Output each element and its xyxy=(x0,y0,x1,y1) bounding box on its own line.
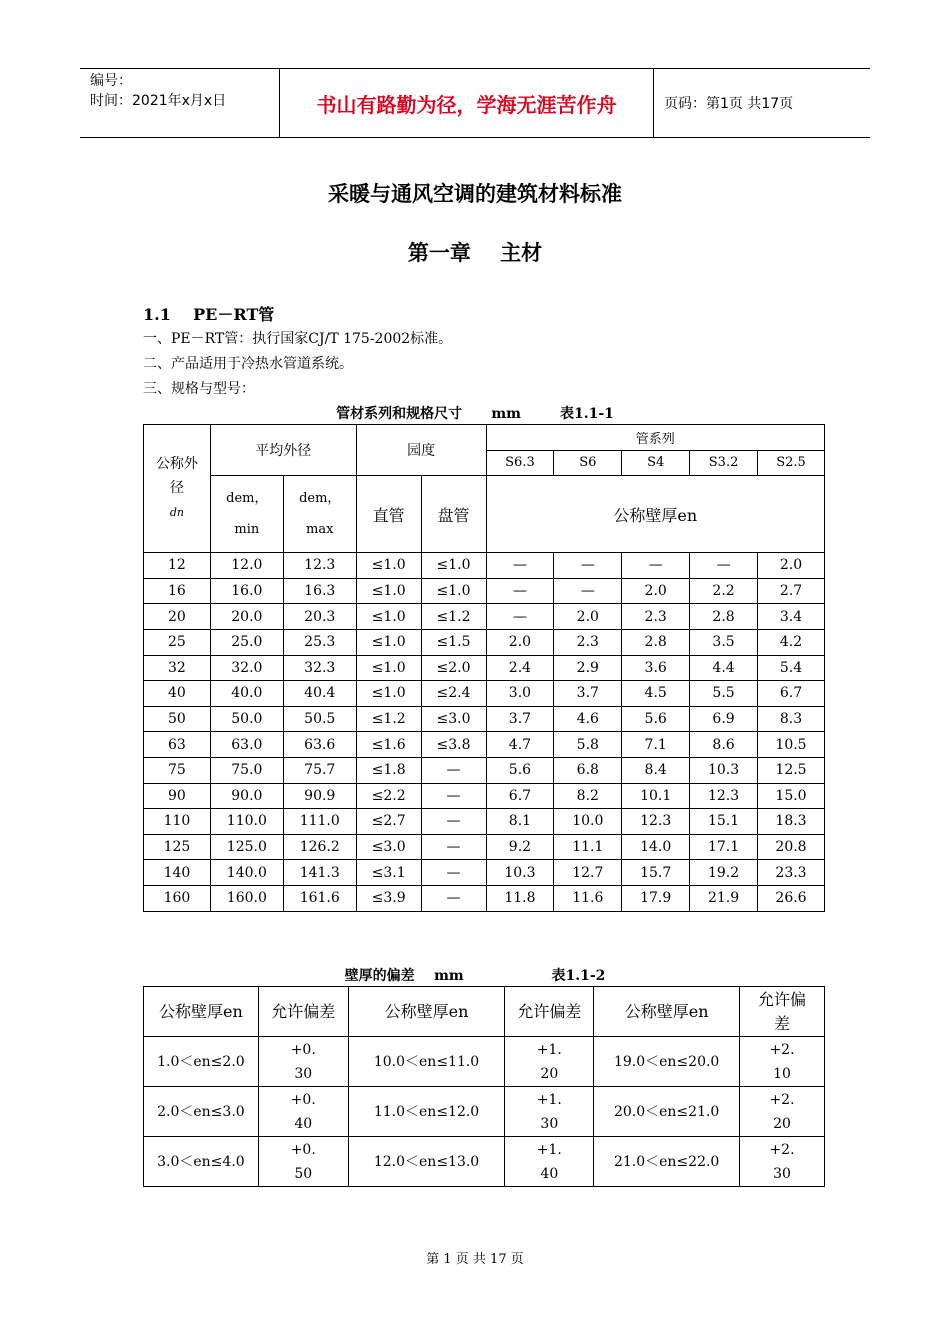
table-cell: 90.9 xyxy=(283,783,356,809)
table-cell: 2.2 xyxy=(690,578,758,604)
document-title: 采暖与通风空调的建筑材料标准 xyxy=(328,182,622,206)
table-cell: 32 xyxy=(144,655,211,681)
table-cell: 10.5 xyxy=(758,732,825,758)
table-cell: — xyxy=(554,578,622,604)
table-cell: 3.6 xyxy=(622,655,690,681)
table-cell: 16.0 xyxy=(210,578,283,604)
header-nominal-od xyxy=(144,425,211,553)
table-cell: 9.2 xyxy=(486,834,554,860)
table-cell: 7.1 xyxy=(622,732,690,758)
table-cell: ≤3.9 xyxy=(356,885,421,911)
t2-header-wall-1: 公称壁厚en xyxy=(144,987,259,1037)
table-row xyxy=(144,706,825,732)
table-row xyxy=(144,860,825,886)
table-cell: 125.0 xyxy=(210,834,283,860)
table-row xyxy=(144,783,825,809)
table2-caption: 壁厚的偏差 mm 表1.1-2 xyxy=(344,968,606,984)
t2-header-dev-2: 允许偏差 xyxy=(505,987,594,1037)
table-cell: 11.6 xyxy=(554,885,622,911)
table-cell: 21.9 xyxy=(690,885,758,911)
table-cell: 12.3 xyxy=(690,783,758,809)
table-row xyxy=(144,757,825,783)
table-cell: 12.3 xyxy=(283,553,356,579)
table-cell: 160.0 xyxy=(210,885,283,911)
table-cell: 160 xyxy=(144,885,211,911)
table-cell: 10.3 xyxy=(690,757,758,783)
table-row xyxy=(144,1087,825,1137)
table-cell: — xyxy=(421,860,486,886)
table-cell: 19.2 xyxy=(690,860,758,886)
table-cell: 3.7 xyxy=(554,681,622,707)
table-cell: 2.0 xyxy=(758,553,825,579)
table-cell: ≤2.7 xyxy=(356,809,421,835)
page-header xyxy=(80,68,870,138)
header-wall-thickness: 公称壁厚en xyxy=(486,476,825,553)
table-cell: 4.6 xyxy=(554,706,622,732)
table-cell: 3.7 xyxy=(486,706,554,732)
series-s63: S6.3 xyxy=(486,450,554,476)
header-dem-max-label: dem，max xyxy=(299,491,341,538)
deviation-cell: +2.10 xyxy=(740,1037,825,1087)
header-dem-max xyxy=(283,476,356,553)
wall-range-cell: 21.0＜en≤22.0 xyxy=(594,1137,740,1187)
table-cell: 18.3 xyxy=(758,809,825,835)
table-cell: — xyxy=(554,553,622,579)
table-cell: 3.0 xyxy=(486,681,554,707)
page-footer: 第 1 页 共 17 页 xyxy=(426,1252,524,1267)
table-cell: ≤3.1 xyxy=(356,860,421,886)
table-cell: 3.4 xyxy=(758,604,825,630)
table-cell: 6.8 xyxy=(554,757,622,783)
table-cell: 50.0 xyxy=(210,706,283,732)
header-nominal-od-label: 公称外径 xyxy=(155,456,198,497)
deviation-cell: +1.40 xyxy=(505,1137,594,1187)
table-cell: ≤1.0 xyxy=(421,553,486,579)
table-cell: 15.1 xyxy=(690,809,758,835)
deviation-cell: +0.30 xyxy=(258,1037,348,1087)
table-cell: 17.1 xyxy=(690,834,758,860)
table-cell: — xyxy=(421,885,486,911)
table-row xyxy=(144,834,825,860)
table-cell: 2.0 xyxy=(554,604,622,630)
table-cell: ≤3.0 xyxy=(421,706,486,732)
table-cell: 40.0 xyxy=(210,681,283,707)
wall-range-cell: 12.0＜en≤13.0 xyxy=(348,1137,505,1187)
header-dem-min xyxy=(210,476,283,553)
table-row xyxy=(144,1037,825,1087)
wall-deviation-table-body xyxy=(144,1037,825,1187)
wall-range-cell: 1.0＜en≤2.0 xyxy=(144,1037,259,1087)
table-cell: ≤1.5 xyxy=(421,629,486,655)
table-cell: 10.1 xyxy=(622,783,690,809)
table-cell: 3.5 xyxy=(690,629,758,655)
table-cell: 2.9 xyxy=(554,655,622,681)
table-cell: 14.0 xyxy=(622,834,690,860)
header-meta xyxy=(80,69,280,137)
wall-range-cell: 19.0＜en≤20.0 xyxy=(594,1037,740,1087)
table-cell: 4.2 xyxy=(758,629,825,655)
table-row xyxy=(144,578,825,604)
table-cell: 32.3 xyxy=(283,655,356,681)
table-cell: 23.3 xyxy=(758,860,825,886)
table-cell: 8.1 xyxy=(486,809,554,835)
table-cell: 12 xyxy=(144,553,211,579)
table-cell: 15.0 xyxy=(758,783,825,809)
table-row xyxy=(144,604,825,630)
header-straight-pipe: 直管 xyxy=(356,476,421,553)
table-cell: 75 xyxy=(144,757,211,783)
header-dn: dn xyxy=(169,506,184,520)
table-cell: 2.4 xyxy=(486,655,554,681)
wall-range-cell: 11.0＜en≤12.0 xyxy=(348,1087,505,1137)
table-row xyxy=(144,809,825,835)
table-cell: ≤1.0 xyxy=(356,604,421,630)
chapter-title: 第一章 主材 xyxy=(407,241,543,265)
table-cell: ≤3.8 xyxy=(421,732,486,758)
table-cell: 2.3 xyxy=(554,629,622,655)
table-cell: ≤1.0 xyxy=(356,578,421,604)
t2-header-dev-3: 允许偏差 xyxy=(740,987,825,1037)
table-cell: 111.0 xyxy=(283,809,356,835)
table-cell: 11.1 xyxy=(554,834,622,860)
table-cell: — xyxy=(690,553,758,579)
table-cell: ≤1.0 xyxy=(421,578,486,604)
table-cell: 4.5 xyxy=(622,681,690,707)
table-cell: 2.8 xyxy=(622,629,690,655)
table-cell: 8.6 xyxy=(690,732,758,758)
pipe-size-table xyxy=(143,424,825,912)
table-cell: 10.0 xyxy=(554,809,622,835)
wall-range-cell: 20.0＜en≤21.0 xyxy=(594,1087,740,1137)
table-cell: 2.3 xyxy=(622,604,690,630)
table-cell: ≤2.2 xyxy=(356,783,421,809)
table-cell: — xyxy=(421,834,486,860)
table-cell: 4.4 xyxy=(690,655,758,681)
wall-range-cell: 2.0＜en≤3.0 xyxy=(144,1087,259,1137)
table-cell: 12.0 xyxy=(210,553,283,579)
series-s4: S4 xyxy=(622,450,690,476)
table-cell: 20 xyxy=(144,604,211,630)
table-cell: ≤1.8 xyxy=(356,757,421,783)
table-cell: 40 xyxy=(144,681,211,707)
table-cell: 4.7 xyxy=(486,732,554,758)
deviation-cell: +0.40 xyxy=(258,1087,348,1137)
table-cell: ≤1.6 xyxy=(356,732,421,758)
series-s32: S3.2 xyxy=(690,450,758,476)
table-cell: 5.6 xyxy=(486,757,554,783)
table-cell: 12.5 xyxy=(758,757,825,783)
table-cell: 25 xyxy=(144,629,211,655)
table-cell: 2.0 xyxy=(622,578,690,604)
table-cell: 63.0 xyxy=(210,732,283,758)
section-title: 1.1 PE－RT管 xyxy=(143,305,275,324)
table-cell: 5.4 xyxy=(758,655,825,681)
pipe-size-table-body xyxy=(144,553,825,911)
table-cell: 75.0 xyxy=(210,757,283,783)
table-cell: ≤2.4 xyxy=(421,681,486,707)
deviation-cell: +2.30 xyxy=(740,1137,825,1187)
table-cell: 126.2 xyxy=(283,834,356,860)
table-cell: ≤3.0 xyxy=(356,834,421,860)
wall-range-cell: 10.0＜en≤11.0 xyxy=(348,1037,505,1087)
table-cell: — xyxy=(421,783,486,809)
t2-header-wall-3: 公称壁厚en xyxy=(594,987,740,1037)
deviation-cell: +0.50 xyxy=(258,1137,348,1187)
table-cell: 6.7 xyxy=(758,681,825,707)
table-cell: 161.6 xyxy=(283,885,356,911)
table-cell: 63 xyxy=(144,732,211,758)
table-cell: 25.3 xyxy=(283,629,356,655)
table-cell: ≤2.0 xyxy=(421,655,486,681)
table-cell: 110 xyxy=(144,809,211,835)
table-row xyxy=(144,1137,825,1187)
series-s25: S2.5 xyxy=(758,450,825,476)
series-s6: S6 xyxy=(554,450,622,476)
table-cell: — xyxy=(486,604,554,630)
table-cell: 32.0 xyxy=(210,655,283,681)
table-cell: 90 xyxy=(144,783,211,809)
text-line-1: 一、PE－RT管：执行国家CJ/T 175-2002标准。 xyxy=(143,331,453,347)
table-cell: 11.8 xyxy=(486,885,554,911)
table-cell: 12.7 xyxy=(554,860,622,886)
table-cell: 5.8 xyxy=(554,732,622,758)
table-cell: 8.4 xyxy=(622,757,690,783)
table-cell: 50 xyxy=(144,706,211,732)
table-cell: 8.3 xyxy=(758,706,825,732)
table-cell: 125 xyxy=(144,834,211,860)
table-cell: 50.5 xyxy=(283,706,356,732)
table-cell: — xyxy=(421,809,486,835)
header-avg-od: 平均外径 xyxy=(210,425,356,476)
table-cell: 2.8 xyxy=(690,604,758,630)
table-cell: 63.6 xyxy=(283,732,356,758)
deviation-cell: +1.30 xyxy=(505,1087,594,1137)
header-motto: 书山有路勤为径，学海无涯苦作舟 xyxy=(280,69,654,137)
table-cell: 2.7 xyxy=(758,578,825,604)
t2-header-wall-2: 公称壁厚en xyxy=(348,987,505,1037)
table-cell: 6.7 xyxy=(486,783,554,809)
table-row xyxy=(144,655,825,681)
table-cell: 12.3 xyxy=(622,809,690,835)
table-cell: ≤1.0 xyxy=(356,681,421,707)
table-cell: ≤1.0 xyxy=(356,629,421,655)
table-cell: 10.3 xyxy=(486,860,554,886)
table-row xyxy=(144,732,825,758)
text-line-3: 三、规格与型号： xyxy=(143,381,255,397)
table-cell: 2.0 xyxy=(486,629,554,655)
table-cell: 16.3 xyxy=(283,578,356,604)
table-cell: 25.0 xyxy=(210,629,283,655)
table-cell: 110.0 xyxy=(210,809,283,835)
table-cell: 90.0 xyxy=(210,783,283,809)
table-cell: 140.0 xyxy=(210,860,283,886)
table-cell: 20.8 xyxy=(758,834,825,860)
t2-header-dev-1: 允许偏差 xyxy=(258,987,348,1037)
wall-deviation-table xyxy=(143,986,825,1187)
header-dem-min-label: dem，min xyxy=(226,491,268,538)
table-cell: 75.7 xyxy=(283,757,356,783)
table-cell: 20.0 xyxy=(210,604,283,630)
table-cell: ≤1.0 xyxy=(356,655,421,681)
table-cell: ≤1.0 xyxy=(356,553,421,579)
text-line-2: 二、产品适用于冷热水管道系统。 xyxy=(143,356,353,372)
table-cell: ≤1.2 xyxy=(356,706,421,732)
table-row xyxy=(144,885,825,911)
table-cell: 15.7 xyxy=(622,860,690,886)
table-row xyxy=(144,553,825,579)
table-cell: 141.3 xyxy=(283,860,356,886)
date-label: 时间：2021年x月x日 xyxy=(90,93,227,109)
table-cell: 20.3 xyxy=(283,604,356,630)
table1-caption: 管材系列和规格尺寸 mm 表1.1-1 xyxy=(336,406,614,422)
code-label: 编号： xyxy=(90,73,132,89)
table-cell: 16 xyxy=(144,578,211,604)
table-cell: — xyxy=(486,553,554,579)
table-cell: — xyxy=(486,578,554,604)
table-cell: 40.4 xyxy=(283,681,356,707)
table-cell: 6.9 xyxy=(690,706,758,732)
table-cell: — xyxy=(421,757,486,783)
table-cell: 5.6 xyxy=(622,706,690,732)
table-cell: — xyxy=(622,553,690,579)
table-row xyxy=(144,681,825,707)
header-coil-pipe: 盘管 xyxy=(421,476,486,553)
header-ovality: 园度 xyxy=(356,425,486,476)
header-page-info: 页码：第1页 共17页 xyxy=(664,96,794,112)
table-cell: 5.5 xyxy=(690,681,758,707)
deviation-cell: +2.20 xyxy=(740,1087,825,1137)
table-cell: 17.9 xyxy=(622,885,690,911)
header-pipe-series: 管系列 xyxy=(486,425,825,451)
deviation-cell: +1.20 xyxy=(505,1037,594,1087)
table-cell: 8.2 xyxy=(554,783,622,809)
table-cell: ≤1.2 xyxy=(421,604,486,630)
table-cell: 26.6 xyxy=(758,885,825,911)
table-cell: 140 xyxy=(144,860,211,886)
wall-range-cell: 3.0＜en≤4.0 xyxy=(144,1137,259,1187)
table-row xyxy=(144,629,825,655)
